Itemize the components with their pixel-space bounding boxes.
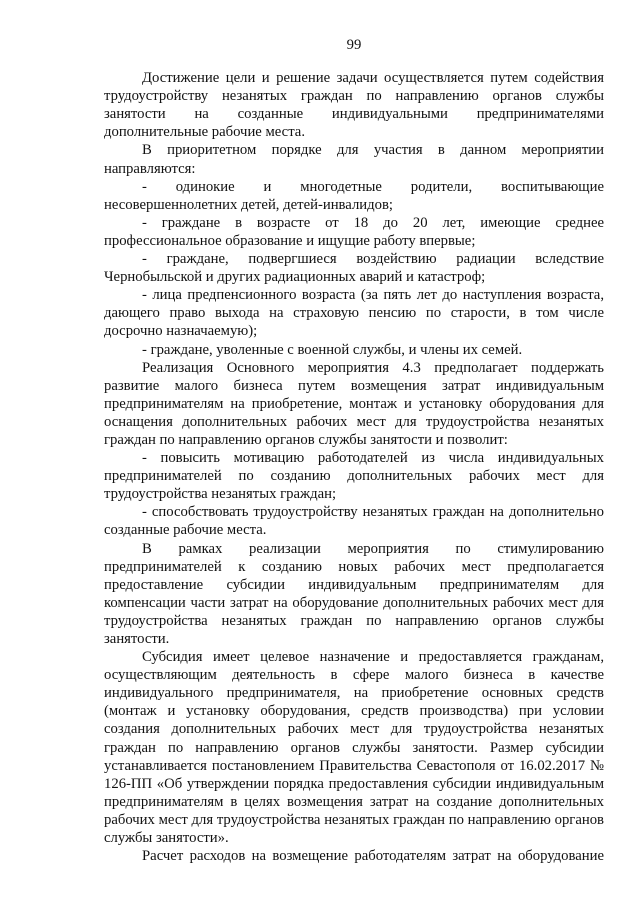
list-item-single-parents: - одинокие и многодетные родители, воспитывающие несовершеннолетних детей, детей-инвалидов; <box>104 178 604 213</box>
list-item-pre-pension: - лица предпенсионного возраста (за пять лет до наступления возраста, дающего право выхода на страховую пенсию по старости, в том числе досрочно назначаемую); <box>104 287 604 340</box>
page-number: 99 <box>346 37 362 53</box>
paragraph-subsidy: Субсидия имеет целевое назначение и предоставляется гражданам, осуществляющим деятельность в сфере малого бизнеса в качестве индивидуального предпринимателя, на приобретение основных средств (монтаж и установку оборудования, средств производства) при условии создания дополнительных рабочих мест для трудоустройства незанятых граждан по направлению органов службы занятости. Размер субсидии устанавливается постановлением Правительства Севастополя от 16.02.2017 № 126-ПП «Об утверждении порядка предоставления субсидии индивидуальным предпринимателям в целях возмещения затрат на создание дополнительных рабочих мест для трудоустройства незанятых граждан по направлению органов службы занятости». <box>104 649 604 847</box>
list-item-military: - граждане, уволенные с военной службы, и члены их семей. <box>142 341 523 358</box>
list-item-radiation-victims: - граждане, подвергшиеся воздействию радиации вследствие Чернобыльской и других радиационных аварий и катастроф; <box>104 251 604 286</box>
paragraph-goal: Достижение цели и решение задачи осуществляется путем содействия трудоустройству незанятых граждан по направлению органов службы занятости на созданные индивидуальными предпринимателями дополнительные рабочие места. <box>104 70 604 141</box>
paragraph-priority: В приоритетном порядке для участия в данном мероприятии направляются: <box>104 142 604 177</box>
paragraph-measure-4-3: Реализация Основного мероприятия 4.3 предполагает поддержать развитие малого бизнеса путем возмещения затрат индивидуальным предпринимателям на приобретение, монтаж и установку оборудования для оснащения дополнительных рабочих мест для трудоустройства незанятых граждан по направлению органов службы занятости и позволит: <box>104 359 604 448</box>
list-item-young-citizens: - граждане в возрасте от 18 до 20 лет, имеющие среднее профессиональное образование и ищущие работу впервые; <box>104 214 604 249</box>
paragraph-calculation: Расчет расходов на возмещение работодателям затрат на оборудование <box>142 848 604 865</box>
paragraph-stimulation: В рамках реализации мероприятия по стимулированию предпринимателей к созданию новых рабочих мест предполагается предоставление субсидии индивидуальным предпринимателям для компенсации части затрат на оборудование дополнительных рабочих мест для трудоустройства незанятых граждан по направлению органов службы занятости. <box>104 540 604 647</box>
list-item-motivation: - повысить мотивацию работодателей из числа индивидуальных предпринимателей по созданию дополнительных рабочих мест для трудоустройства незанятых граждан; <box>104 450 604 503</box>
list-item-employment: - способствовать трудоустройству незанятых граждан на дополнительно созданные рабочие места. <box>104 504 604 539</box>
document-body <box>104 69 604 865</box>
